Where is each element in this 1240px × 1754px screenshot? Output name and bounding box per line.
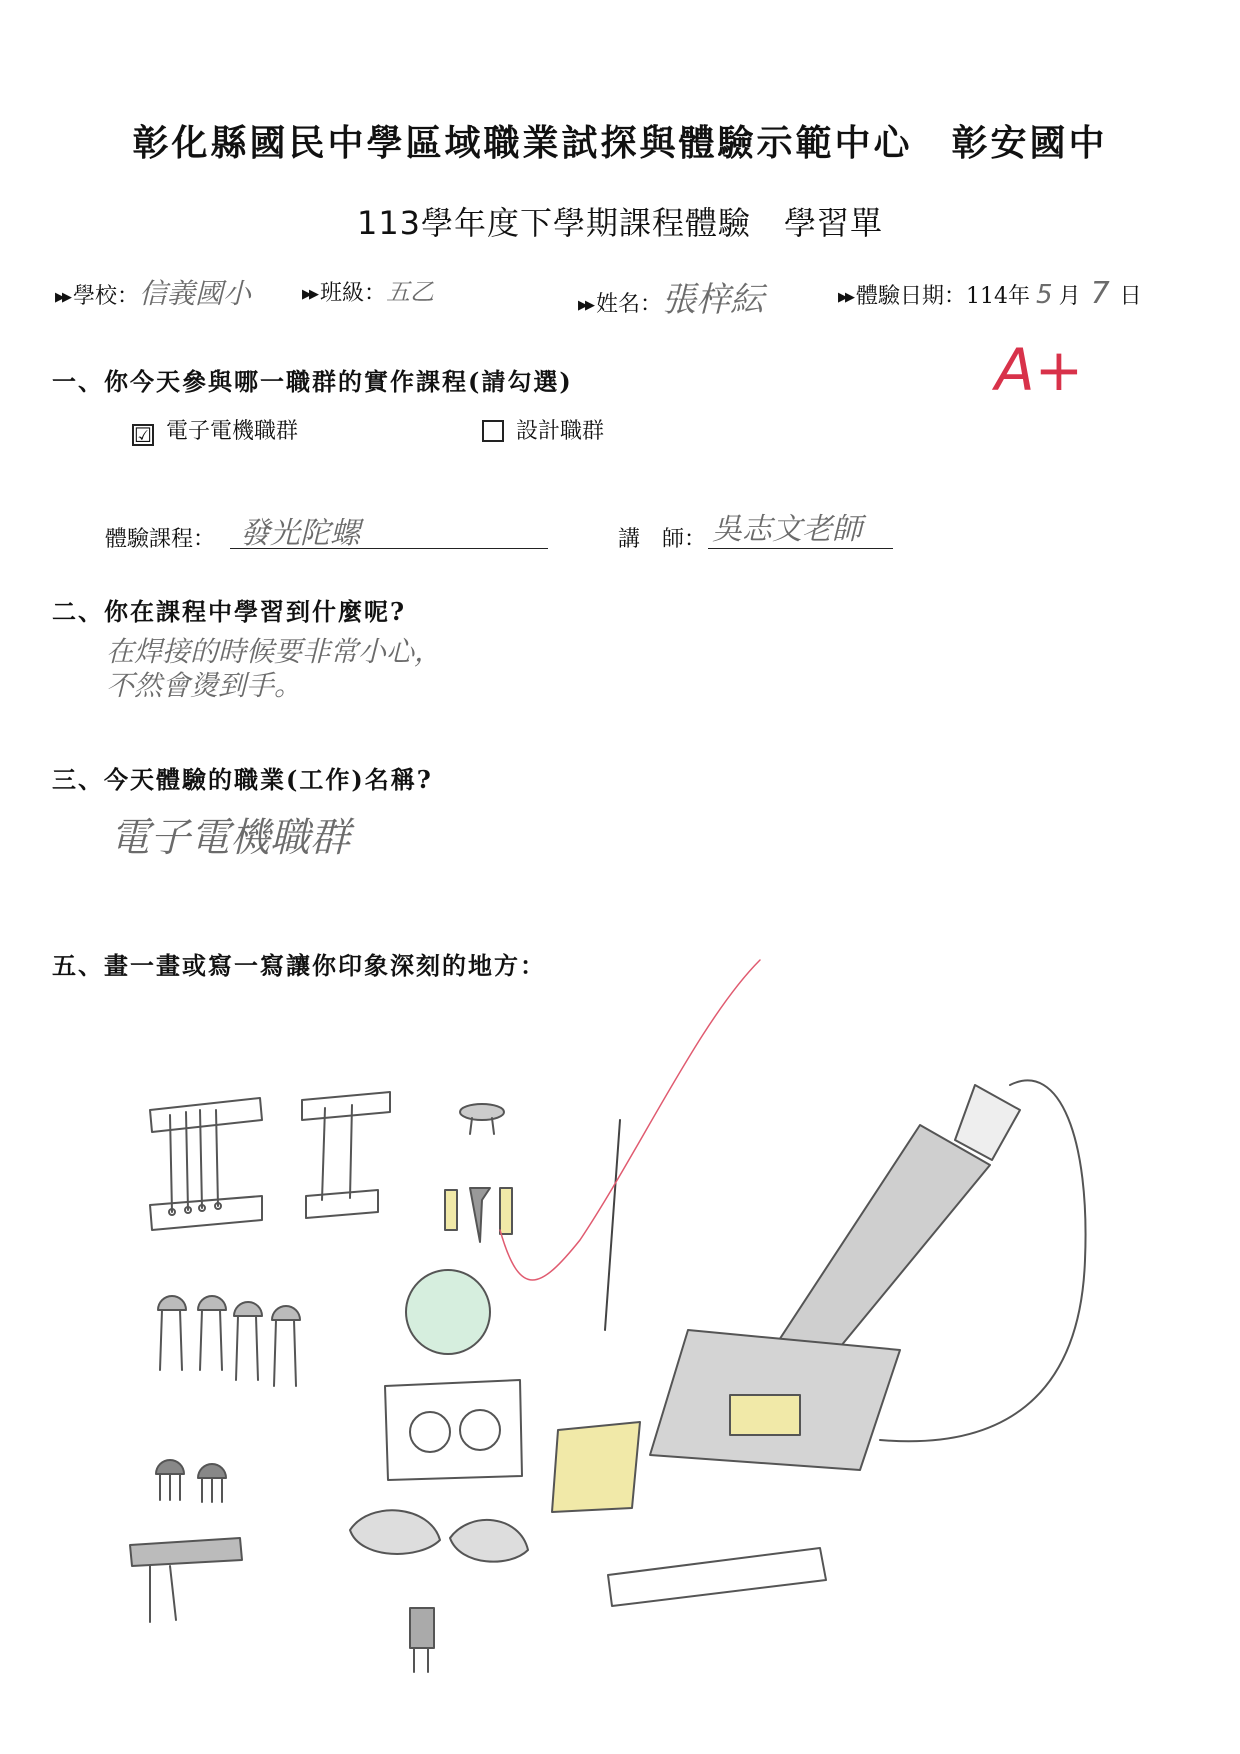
course-label: 體驗課程： [105, 527, 216, 552]
q2-answer-line1: 在焊接的時候要非常小心， [106, 635, 443, 668]
led-drawing [158, 1296, 300, 1386]
coil-drawing [450, 1520, 528, 1562]
screw-drawing [470, 1188, 490, 1242]
name-label: 姓名： [596, 292, 663, 317]
name-value: 張梓紜 [662, 280, 765, 320]
double-arrow-icon: ▶▶ [55, 290, 69, 305]
spacer-drawing [500, 1188, 512, 1234]
page-title: 彰化縣國民中學區域職業試探與體驗示範中心 彰安國中 [132, 123, 1108, 164]
checkbox-checked-icon[interactable]: ☑ [132, 424, 154, 446]
q3-heading: 三、今天體驗的職業(工作)名稱? [52, 765, 433, 794]
battery-holder-drawing [385, 1380, 522, 1480]
circuit-board-drawing [406, 1270, 490, 1354]
coil-drawing [350, 1510, 440, 1554]
grade-mark: A+ [995, 336, 1084, 404]
teacher-value: 吳志文老師 [712, 512, 862, 547]
date-year: 114年 [966, 284, 1031, 309]
double-arrow-icon: ▶▶ [838, 290, 852, 305]
transistor-drawing [156, 1460, 226, 1502]
date-day-label: 日 [1119, 284, 1142, 309]
date-month: 5 [1036, 280, 1053, 310]
connector-drawing [130, 1538, 242, 1566]
q1-heading: 一、你今天參與哪一職群的實作課程(請勾選) [52, 367, 573, 396]
double-arrow-icon: ▶▶ [578, 298, 592, 313]
grading-red-mark [500, 960, 760, 1280]
option-design-label: 設計職群 [516, 419, 605, 444]
led-strip-drawing [608, 1548, 826, 1606]
course-value: 發光陀螺 [240, 516, 360, 551]
double-arrow-icon: ▶▶ [302, 287, 316, 302]
school-value: 信義國小 [139, 277, 252, 310]
q2-answer-line2: 不然會燙到手。 [106, 669, 303, 702]
divider-line [605, 1120, 620, 1330]
led-board-drawing [552, 1422, 640, 1512]
component-rack-drawing [302, 1092, 390, 1218]
capacitor-drawing [460, 1104, 504, 1120]
spacer-drawing [445, 1190, 457, 1230]
class-label: 班級： [320, 281, 387, 306]
date-month-label: 月 [1058, 284, 1081, 309]
teacher-label: 講 師： [618, 527, 707, 552]
class-value: 五乙 [386, 278, 435, 306]
q5-heading: 五、畫一畫或寫一寫讓你印象深刻的地方： [52, 951, 546, 980]
option-electronics-label: 電子電機職群 [166, 419, 299, 444]
date-day: 7 [1090, 276, 1110, 311]
soldering-iron-drawing [650, 1080, 1086, 1470]
component-rack-drawing [150, 1098, 262, 1230]
q2-heading: 二、你在課程中學習到什麼呢? [52, 597, 407, 626]
date-label: 體驗日期： [856, 284, 967, 309]
school-label: 學校： [73, 284, 140, 309]
page-subtitle: 113學年度下學期課程體驗 學習單 [356, 204, 884, 242]
q3-answer: 電子電機職群 [110, 815, 350, 861]
sensor-drawing [410, 1608, 434, 1648]
